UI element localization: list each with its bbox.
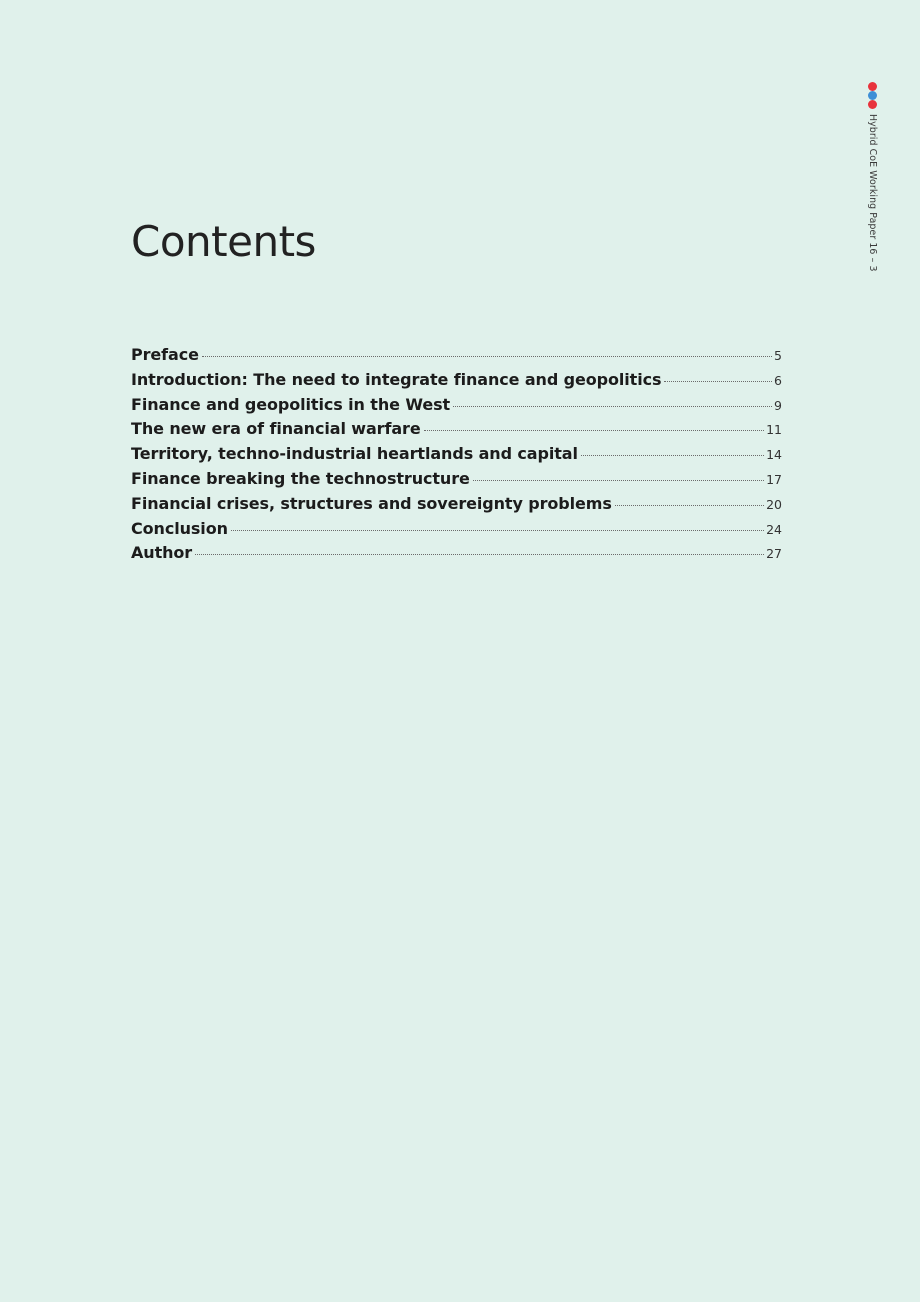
toc-dot-leader bbox=[453, 406, 772, 407]
toc-dot-leader bbox=[231, 530, 764, 531]
table-of-contents bbox=[131, 345, 782, 568]
toc-entry-title[interactable]: Territory, techno-industrial heartlands and capital bbox=[131, 444, 578, 464]
toc-dot-leader bbox=[664, 381, 772, 382]
toc-entry-title[interactable]: Finance breaking the technostructure bbox=[131, 468, 470, 488]
toc-dot-leader bbox=[424, 430, 765, 431]
toc-entry-title[interactable]: Finance and geopolitics in the West bbox=[131, 394, 451, 414]
toc-entry[interactable] bbox=[131, 419, 782, 444]
toc-entry[interactable] bbox=[131, 519, 782, 544]
toc-page-number[interactable]: 6 bbox=[774, 372, 782, 388]
toc-entry-title[interactable]: Conclusion bbox=[131, 518, 228, 538]
toc-dot-leader bbox=[195, 554, 764, 555]
toc-page-number[interactable]: 14 bbox=[766, 447, 782, 463]
toc-entry[interactable] bbox=[131, 543, 782, 568]
toc-entry-title[interactable]: Author bbox=[131, 543, 193, 563]
toc-dot-leader bbox=[615, 505, 764, 506]
toc-entry[interactable] bbox=[131, 345, 782, 370]
toc-page-number[interactable]: 9 bbox=[774, 397, 782, 413]
toc-entry-title[interactable]: The new era of financial warfare bbox=[131, 419, 421, 439]
page-title: Contents bbox=[131, 217, 316, 266]
toc-dot-leader bbox=[473, 480, 764, 481]
toc-dot-leader bbox=[202, 356, 772, 357]
toc-entry[interactable] bbox=[131, 395, 782, 420]
toc-entry-title[interactable]: Preface bbox=[131, 345, 199, 364]
toc-entry-title[interactable]: Introduction: The need to integrate finance and geopolitics bbox=[131, 369, 662, 389]
logo-dot-middle bbox=[868, 91, 877, 100]
toc-page-number[interactable]: 20 bbox=[766, 496, 782, 512]
logo-dot-bottom bbox=[868, 100, 877, 109]
toc-page-number[interactable]: 5 bbox=[774, 348, 782, 363]
logo-dot-top bbox=[868, 82, 877, 91]
toc-entry[interactable] bbox=[131, 444, 782, 469]
toc-page-number[interactable]: 17 bbox=[766, 471, 782, 487]
hybrid-coe-logo-icon bbox=[868, 82, 878, 110]
toc-dot-leader bbox=[581, 455, 764, 456]
toc-entry[interactable] bbox=[131, 370, 782, 395]
toc-entry-title[interactable]: Financial crises, structures and sovereignty problems bbox=[131, 493, 612, 513]
toc-entry[interactable] bbox=[131, 469, 782, 494]
toc-page-number[interactable]: 27 bbox=[766, 546, 782, 562]
toc-page-number[interactable]: 24 bbox=[766, 521, 782, 537]
running-title: Hybrid CoE Working Paper 16 – 3 bbox=[867, 114, 878, 272]
toc-entry[interactable] bbox=[131, 494, 782, 519]
toc-page-number[interactable]: 11 bbox=[766, 422, 782, 438]
